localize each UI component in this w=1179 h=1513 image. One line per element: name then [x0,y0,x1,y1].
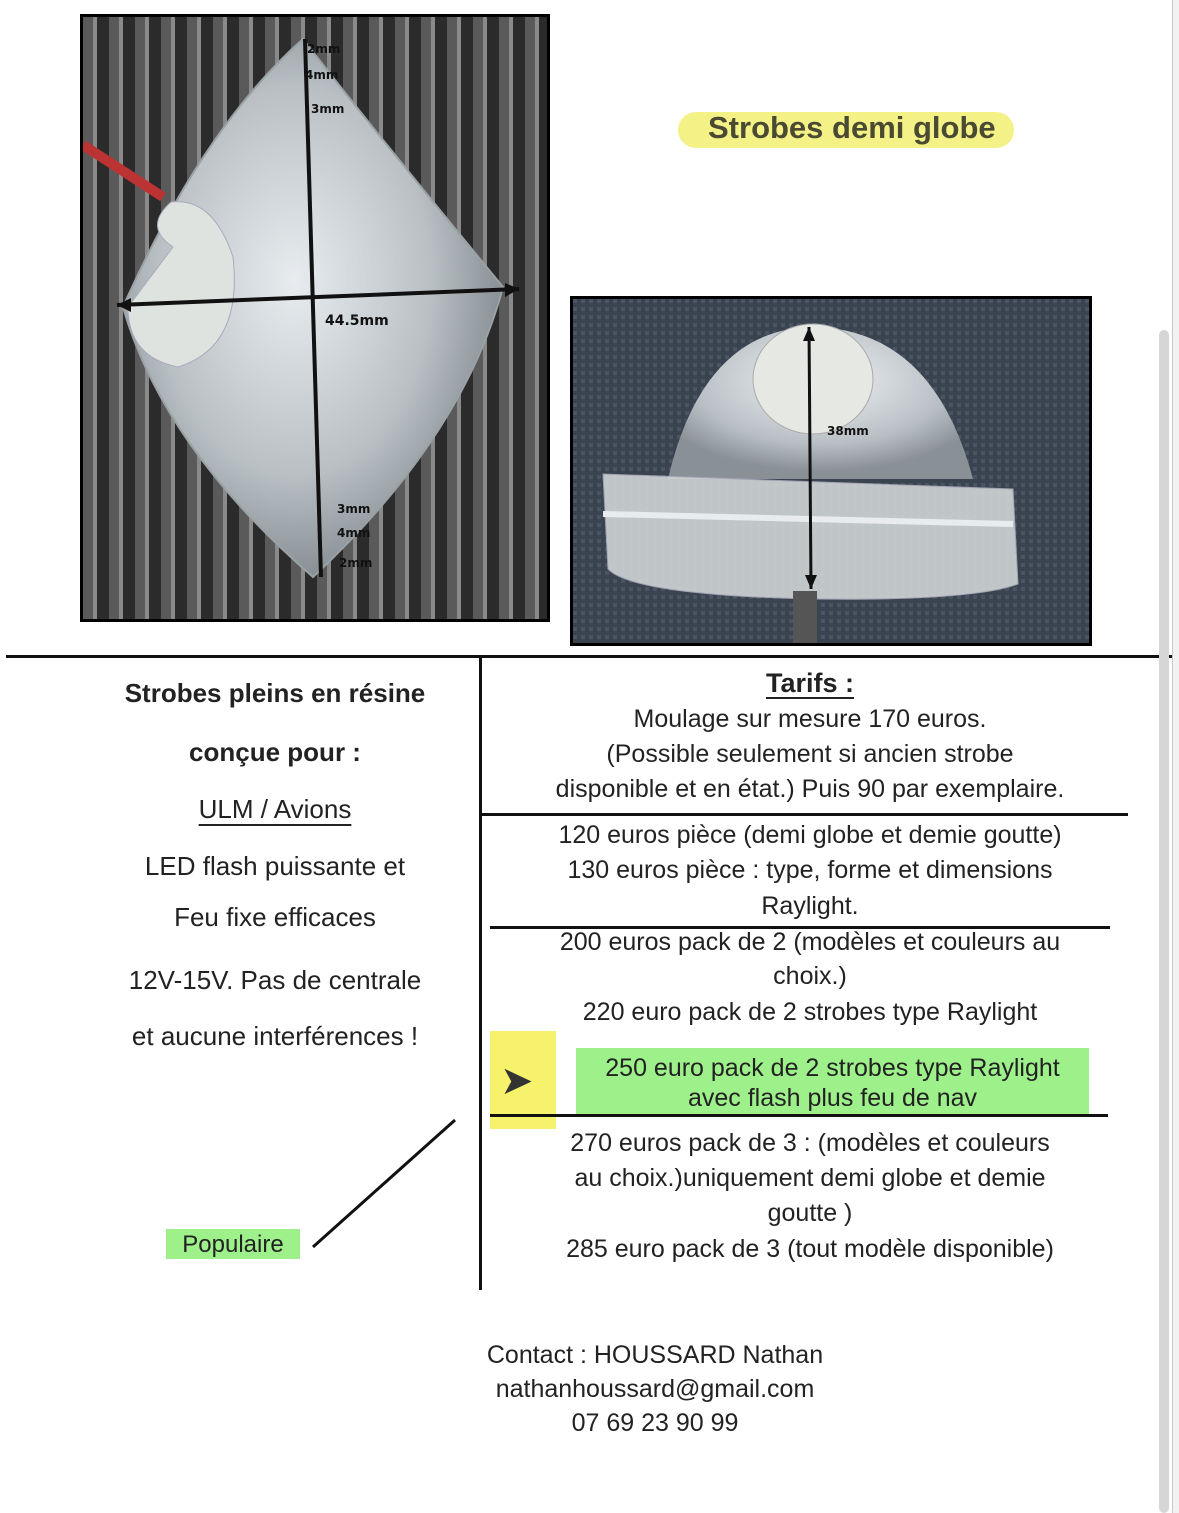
horizontal-divider [6,655,1172,658]
contact-phone[interactable]: 07 69 23 90 99 [571,1409,739,1437]
left-feature-3: 12V-15V. Pas de centrale [128,965,422,995]
tarif-line: Raylight. [761,892,859,920]
dim-label-4: 44.5mm [325,313,389,329]
left-heading-1: Strobes pleins en résine [124,678,426,708]
tarif-line: 200 euros pack de 2 (modèles et couleurs au [559,928,1061,956]
tarif-line: disponible et en état.) Puis 90 par exemplaire. [555,775,1065,803]
dim-label-6: 4mm [337,526,371,540]
tarif-line: 285 euro pack de 3 (tout modèle disponible) [566,1235,1054,1263]
left-feature-2: Feu fixe efficaces [174,902,376,932]
tarif-line: 270 euros pack de 3 : (modèles et couleurs [570,1129,1050,1157]
page-title: Strobes demi globe [708,110,996,145]
strobe-photo-1-illustration [83,17,547,619]
left-usage [100,794,450,825]
dim-label-3: 3mm [311,102,345,116]
strobe-photo-side-view [570,296,1092,646]
contact-name: Contact : HOUSSARD Nathan [486,1341,824,1369]
tarif-line: (Possible seulement si ancien strobe [606,740,1014,768]
left-heading-2: conçue pour : [189,737,361,767]
contact-block [420,1338,890,1440]
tarif-divider [490,1114,1108,1117]
vertical-scrollbar[interactable] [1159,330,1169,1513]
dim-label-2: 4mm [305,68,339,82]
title-area [678,106,1018,150]
tarif-line: au choix.)uniquement demi globe et demie [574,1164,1046,1192]
left-feature-4: et aucune interférences ! [131,1021,419,1051]
dim-label-1: 2mm [307,42,341,56]
arrow-right-icon: ➤ [500,1059,534,1103]
dim-label-5: 3mm [337,502,371,516]
strobe-photo-top-view [80,14,550,622]
tarifs-title: Tarifs : [765,668,854,698]
popular-label: Populaire [182,1231,284,1258]
tarif-line: Moulage sur mesure 170 euros. [633,705,987,733]
dim-label-38mm: 38mm [827,424,869,438]
tarif-divider [480,813,1128,816]
tarif-line: 130 euros pièce : type, forme et dimensions [567,856,1053,884]
dim-label-7: 2mm [339,556,373,570]
vertical-divider [479,657,482,1290]
tarif-line: goutte ) [767,1199,853,1227]
strobe-photo-2-illustration [573,299,1089,643]
left-feature-1: LED flash puissante et [144,851,406,881]
tarif-highlight-line: avec flash plus feu de nav [687,1084,978,1112]
tarif-line: choix.) [773,962,847,990]
tarif-line: 120 euros pièce (demi globe et demie goutte) [558,821,1062,849]
left-usage-text: ULM / Avions [198,794,352,824]
tarif-highlight-line: 250 euro pack de 2 strobes type Raylight [605,1054,1060,1082]
popular-pointer-line [305,1115,465,1255]
tarif-line: 220 euro pack de 2 strobes type Raylight [582,998,1038,1026]
contact-email[interactable]: nathanhoussard@gmail.com [495,1375,815,1403]
